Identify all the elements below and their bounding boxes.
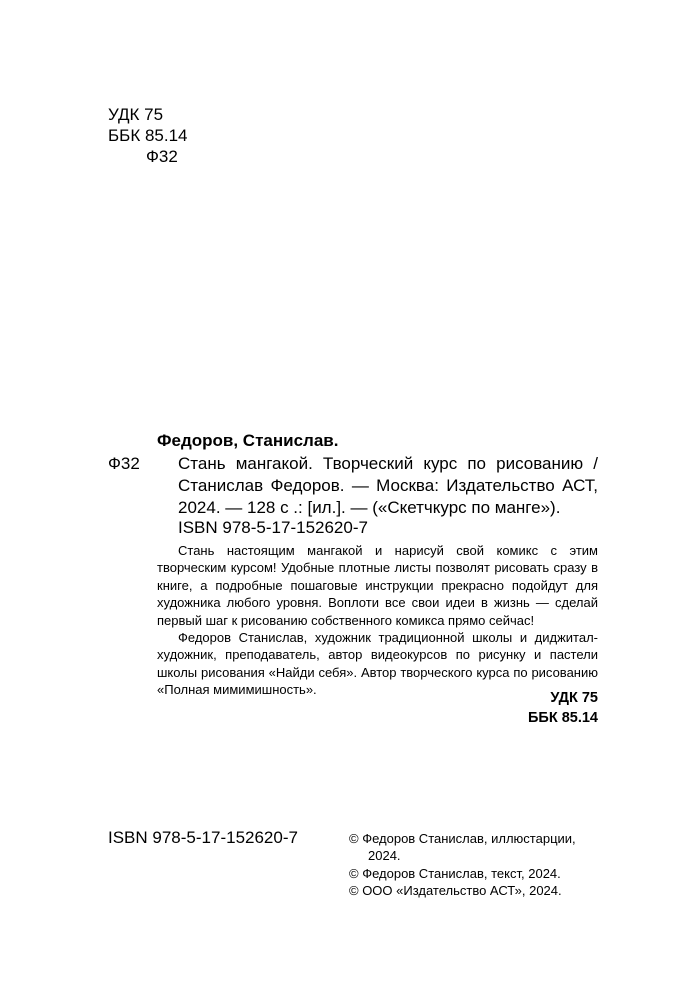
card-author-sign: Ф32 <box>108 454 140 473</box>
description-line: 2024. — 128 с .: [ил.]. — («Скетчкурс по манге»). <box>178 498 561 517</box>
bibliographic-description <box>178 453 598 519</box>
author-sign: Ф32 <box>146 147 178 166</box>
annotation-paragraph: Федоров Станислав, художник традиционной школы и диджитал-художник, преподаватель, автор видеокурсов по рисунку и пастели школы рисования «Найди себя». Автор творческого курса по рисованию «Полная мимимишность». <box>157 630 598 698</box>
udk-code: УДК 75 <box>108 105 164 124</box>
author-heading: Федоров, Станислав. <box>157 431 339 450</box>
description-line: Стань мангакой. Творческий курс по рисованию / <box>178 454 598 473</box>
card-udk-code: УДК 75 <box>550 690 598 706</box>
copyright-line: © ООО «Издательство АСТ», 2024. <box>349 883 562 899</box>
copyright-line: © Федоров Станислав, текст, 2024. <box>349 865 561 881</box>
copyright-line: © Федоров Станислав, иллюстарции, 2024. <box>349 831 576 864</box>
card-bbk-code: ББК 85.14 <box>527 710 598 726</box>
description-line: Станислав Федоров. — Москва: Издательство АСТ, <box>178 476 598 495</box>
copyright-block <box>349 830 599 900</box>
annotation <box>157 542 598 699</box>
classification-codes-top <box>108 104 187 167</box>
card-isbn: ISBN 978-5-17-152620-7 <box>178 518 368 537</box>
annotation-paragraph: Стань настоящим мангакой и нарисуй свой комикс с этим творческим курсом! Удобные плотные листы позволят рисовать сразу в книге, а подробные пошаговые инструкции прекрасно подойдут для художника любого уровня. Воплоти все свои идеи в жизнь — сделай первый шаг к рисованию собственного комикса прямо сейчас! <box>157 543 598 628</box>
classification-codes-bottom <box>528 688 598 728</box>
footer-isbn: ISBN 978-5-17-152620-7 <box>108 828 298 847</box>
bbk-code: ББК 85.14 <box>108 126 188 145</box>
